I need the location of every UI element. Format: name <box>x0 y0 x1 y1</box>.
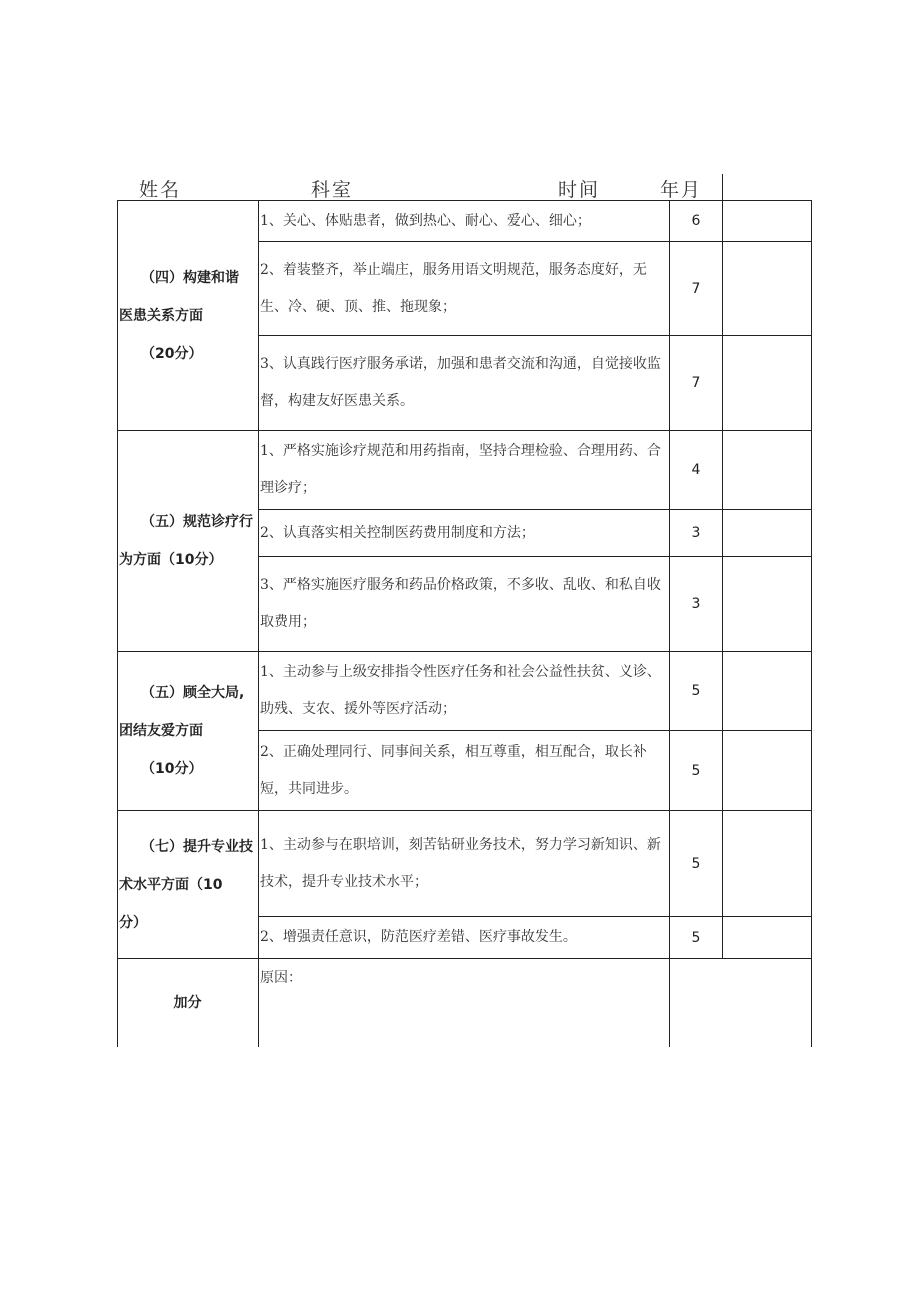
section-title: （五）规范诊疗行 为方面（10分） <box>118 431 259 652</box>
criterion-text: 2、认真落实相关控制医药费用制度和方法； <box>259 510 670 557</box>
table-row <box>118 431 812 510</box>
table-row <box>118 201 812 242</box>
name-label: 姓名 <box>139 179 182 201</box>
month-label: 年月 <box>660 179 703 201</box>
max-score: 4 <box>670 431 723 510</box>
score-cell[interactable] <box>723 336 812 431</box>
score-cell[interactable] <box>723 811 812 917</box>
criterion-text: 2、正确处理同行、同事间关系，相互尊重，相互配合，取长补短，共同进步。 <box>259 731 670 811</box>
table-row <box>118 959 812 1047</box>
max-score: 7 <box>670 336 723 431</box>
max-score: 7 <box>670 242 723 336</box>
max-score: 6 <box>670 201 723 242</box>
bonus-score-cell[interactable] <box>670 959 812 1047</box>
criterion-text: 1、主动参与上级安排指令性医疗任务和社会公益性扶贫、义诊、助残、支农、援外等医疗活动； <box>259 652 670 731</box>
criterion-text: 2、着装整齐，举止端庄，服务用语文明规范，服务态度好，无生、冷、硬、顶、推、拖现象； <box>259 242 670 336</box>
max-score: 5 <box>670 731 723 811</box>
score-cell[interactable] <box>723 917 812 959</box>
table-row <box>118 811 812 917</box>
max-score: 3 <box>670 557 723 652</box>
max-score: 5 <box>670 811 723 917</box>
score-cell[interactable] <box>723 510 812 557</box>
criterion-text: 1、主动参与在职培训，刻苦钻研业务技术，努力学习新知识、新技术，提升专业技术水平； <box>259 811 670 917</box>
criterion-text: 3、认真践行医疗服务承诺，加强和患者交流和沟通，自觉接收监督，构建友好医患关系。 <box>259 336 670 431</box>
bonus-reason-field[interactable]: 原因： <box>259 959 670 1047</box>
department-label: 科室 <box>311 179 354 201</box>
section-title: （四）构建和谐 医患关系方面 （20分） <box>118 201 259 431</box>
header-divider <box>722 174 723 200</box>
max-score: 5 <box>670 917 723 959</box>
criterion-text: 2、增强责任意识，防范医疗差错、医疗事故发生。 <box>259 917 670 959</box>
section-title: （五）顾全大局, 团结友爱方面 （10分） <box>118 652 259 811</box>
form-header <box>117 172 723 200</box>
time-label: 时间 <box>558 179 601 201</box>
bonus-label: 加分 <box>118 959 259 1047</box>
score-cell[interactable] <box>723 431 812 510</box>
max-score: 5 <box>670 652 723 731</box>
criterion-text: 1、关心、体贴患者，做到热心、耐心、爱心、细心； <box>259 201 670 242</box>
criterion-text: 1、严格实施诊疗规范和用药指南，坚持合理检验、合理用药、合理诊疗； <box>259 431 670 510</box>
score-cell[interactable] <box>723 242 812 336</box>
section-title: （七）提升专业技 术水平方面（10 分） <box>118 811 259 959</box>
criterion-text: 3、严格实施医疗服务和药品价格政策，不多收、乱收、和私自收取费用； <box>259 557 670 652</box>
score-cell[interactable] <box>723 557 812 652</box>
score-cell[interactable] <box>723 201 812 242</box>
evaluation-table <box>117 200 812 1047</box>
table-row <box>118 652 812 731</box>
score-cell[interactable] <box>723 652 812 731</box>
max-score: 3 <box>670 510 723 557</box>
score-cell[interactable] <box>723 731 812 811</box>
